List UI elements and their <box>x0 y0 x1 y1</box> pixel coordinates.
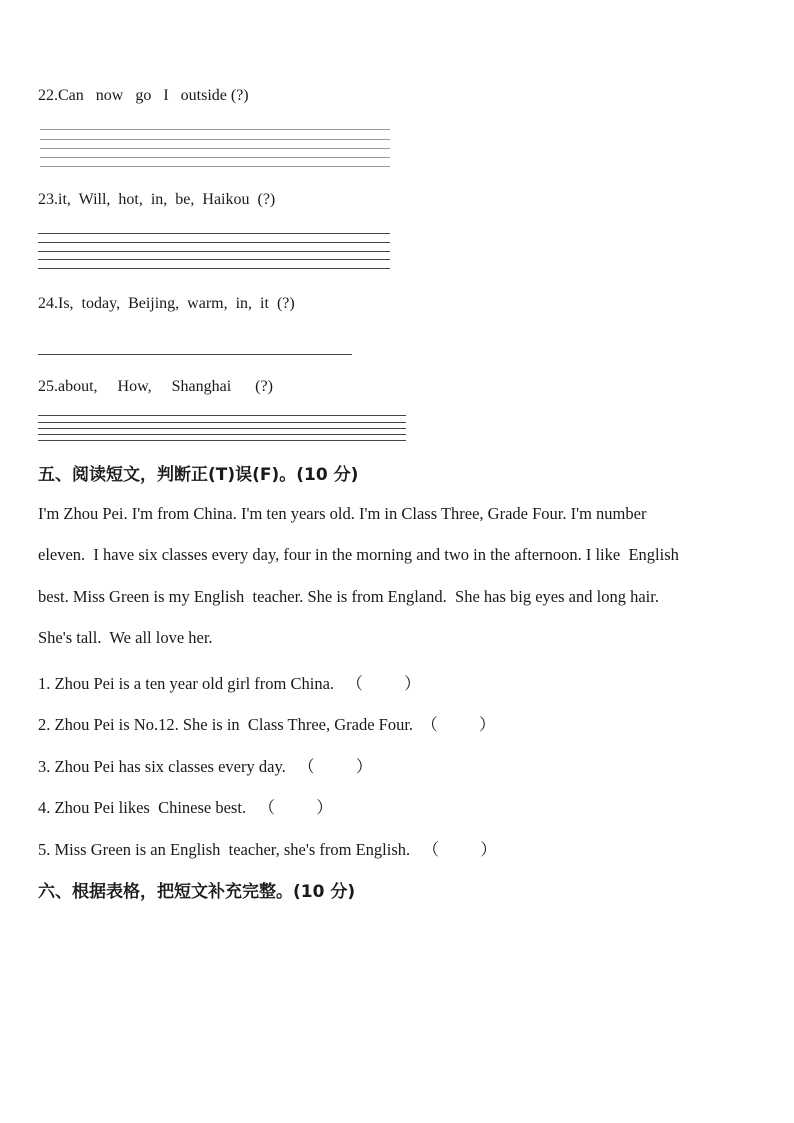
question-text: Is, today, Beijing, warm, in, it (?) <box>58 295 295 312</box>
question-text: Can now go I outside (?) <box>58 87 249 104</box>
question-number: 24. <box>38 295 58 312</box>
section-6-heading: 六、根据表格，把短文补充完整。(10 分) <box>38 882 356 902</box>
tf-item-3[interactable]: 3. Zhou Pei has six classes every day. （ ） <box>38 757 373 776</box>
question-text: about, How, Shanghai (?) <box>58 378 273 395</box>
question-number: 25. <box>38 378 58 395</box>
passage-line: She's tall. We all love her. <box>38 628 213 647</box>
question-25 <box>38 378 273 396</box>
question-number: 23. <box>38 191 58 208</box>
question-22 <box>38 87 249 105</box>
question-number: 22. <box>38 87 58 104</box>
passage-line: eleven. I have six classes every day, four in the morning and two in the afternoon. I like English <box>38 545 679 564</box>
tf-item-5[interactable]: 5. Miss Green is an English teacher, she's from English. （ ） <box>38 840 497 859</box>
tf-item-1[interactable]: 1. Zhou Pei is a ten year old girl from China. （ ） <box>38 674 421 693</box>
question-23 <box>38 191 275 209</box>
question-text: it, Will, hot, in, be, Haikou (?) <box>58 191 276 208</box>
section-5-heading: 五、阅读短文，判断正(T)误(F)。(10 分) <box>38 465 359 485</box>
passage-line: best. Miss Green is my English teacher. She is from England. She has big eyes and long hair. <box>38 587 659 606</box>
question-24 <box>38 295 295 313</box>
tf-item-4[interactable]: 4. Zhou Pei likes Chinese best. （ ） <box>38 798 333 817</box>
tf-item-2[interactable]: 2. Zhou Pei is No.12. She is in Class Three, Grade Four. （ ） <box>38 715 496 734</box>
passage-line: I'm Zhou Pei. I'm from China. I'm ten years old. I'm in Class Three, Grade Four. I'm number <box>38 504 647 523</box>
